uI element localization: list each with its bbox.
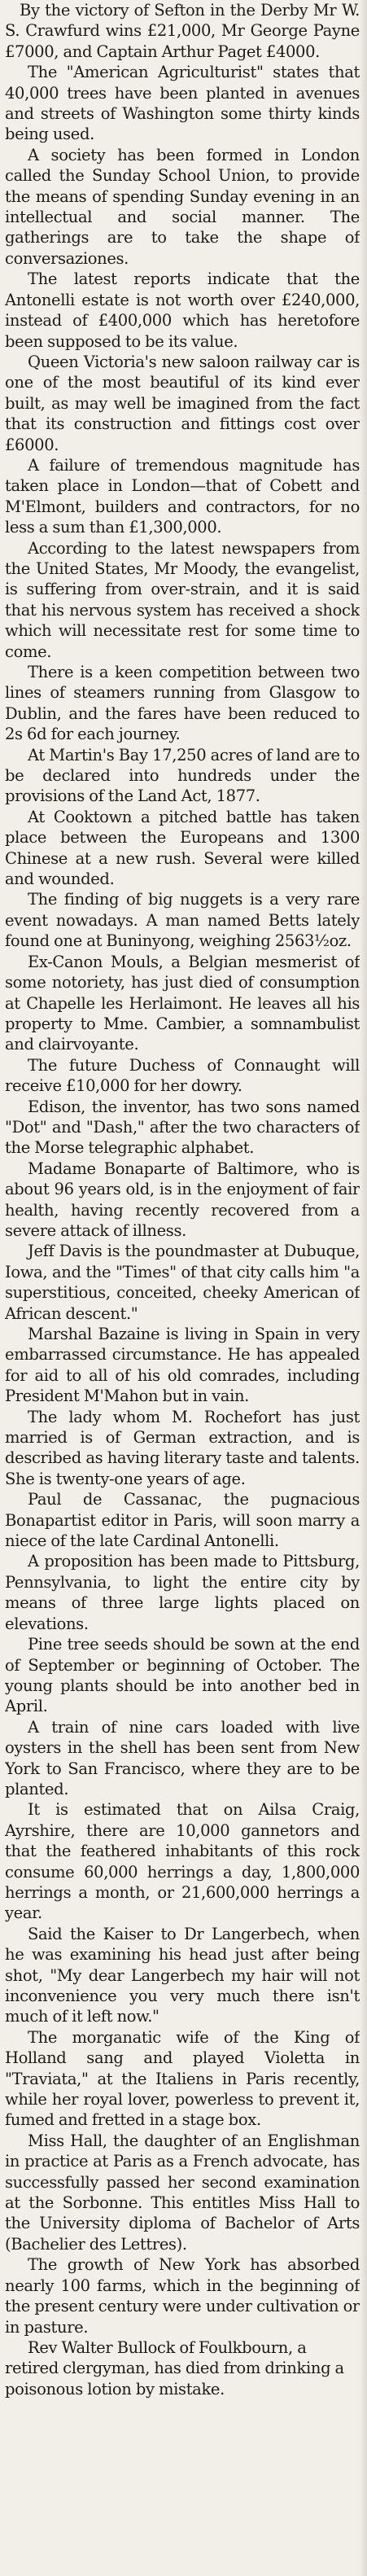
news-item: A failure of tremendous magnitude has taken place in London—that of Cobett and M'Elmont, builders and contractors, for no less a sum than £1,300,000. <box>5 455 360 537</box>
news-item: Jeff Davis is the poundmaster at Dubuque, Iowa, and the "Times" of that city calls him "a superstitious, conceited, cheeky American of African descent." <box>5 1242 360 1323</box>
news-item: At Martin's Bay 17,250 acres of land are to be declared into hundreds under the provisions of the Land Act, 1877. <box>5 745 360 806</box>
news-item: A train of nine cars loaded with live oysters in the shell has been sent from New York to San Francisco, where they are to be planted. <box>5 1717 360 1798</box>
news-item: The latest reports indicate that the Antonelli estate is not worth over £240,000, instead of £400,000 which has heretofore been supposed to be its value. <box>5 269 360 351</box>
news-item: According to the latest newspapers from the United States, Mr Moody, the evangelist, is suffering from over-strain, and it is said that his nervous system has received a shock which will necessitate rest for some time to come. <box>5 538 360 661</box>
news-item: By the victory of Sefton in the Derby Mr W. S. Crawfurd wins £21,000, Mr George Payne £7000, and Captain Arthur Paget £4000. <box>5 1 360 61</box>
news-item: At Cooktown a pitched battle has taken place between the Europeans and 1300 Chinese at a new rush. Several were killed and wounded. <box>5 807 360 889</box>
news-item: The growth of New York has absorbed nearly 100 farms, which in the beginning of the present century were under cultivation or in pasture. <box>5 2255 360 2337</box>
news-item: Marshal Bazaine is living in Spain in very embarrassed circumstance. He has appealed for aid to all of his old comrades, including President M'Mahon but in vain. <box>5 1325 360 1406</box>
news-item: The lady whom M. Rochefort has just married is of German extraction, and is described as having literary taste and talents. She is twenty-one years of age. <box>5 1407 360 1488</box>
news-item: Pine tree seeds should be sown at the end of September or beginning of October. The young plants should be into another bed in April. <box>5 1635 360 1716</box>
news-item: Rev Walter Bullock of Foulkbourn, a retired clergyman, has died from drinking a poisonous lotion by mistake. <box>5 2337 344 2399</box>
news-item: The morganatic wife of the King of Holland sang and played Violetta in "Traviata," at the Italiens in Paris recently, while her royal lover, powerless to prevent it, fumed and fretted in a stage box. <box>5 2027 360 2130</box>
news-item: Said the Kaiser to Dr Langerbech, when he was examining his head just after being shot, "My dear Langerbech my hair will not inconvenience you very much there isn't much of it left now." <box>5 1924 360 2026</box>
news-item: There is a keen competition between two lines of steamers running from Glasgow to Dublin, and the fares have been reduced to 2s 6d for each journey. <box>5 663 360 744</box>
news-item: Queen Victoria's new saloon railway car is one of the most beautiful of its kind ever built, as may well be imagined from the fact that its construction and fittings cost over £6000. <box>5 352 360 454</box>
news-item: Ex-Canon Mouls, a Belgian mesmerist of some notoriety, has just died of consumption at Chapelle les Herlaimont. He leaves all his property to Mme. Cambier, a somnambulist and clairvoyante. <box>5 952 360 1054</box>
news-item: Paul de Cassanac, the pugnacious Bonapartist editor in Paris, will soon marry a niece of the late Cardinal Antonelli. <box>5 1490 360 1551</box>
page-fold-shadow <box>360 0 367 2576</box>
news-item: It is estimated that on Ailsa Craig, Ayrshire, there are 10,000 gannetors and that the feathered inhabitants of this rock consume 60,000 herrings a day, 1,800,000 herrings a month, or 21,600,000 herrings a year. <box>5 1800 360 1923</box>
news-item: Miss Hall, the daughter of an Englishman in practice at Paris as a French advocate, has successfully passed her second examination at the Sorbonne. This entitles Miss Hall to the University diploma of Bachelor of Arts (Bachelier des Lettres). <box>5 2131 360 2254</box>
news-item: Madame Bonaparte of Baltimore, who is about 96 years old, is in the enjoyment of fair health, having recently recovered from a severe attack of illness. <box>5 1159 360 1240</box>
news-item: The finding of big nuggets is a very rare event nowadays. A man named Betts lately found one at Buninyong, weighing 2563½oz. <box>5 890 360 951</box>
news-item: The "American Agriculturist" states that 40,000 trees have been planted in avenues and streets of Washington some thirty kinds being used. <box>5 63 360 144</box>
news-item: The future Duchess of Connaught will receive £10,000 for her dowry. <box>5 1055 360 1096</box>
newspaper-column <box>5 0 360 2576</box>
news-item: A society has been formed in London called the Sunday School Union, to provide the means of spending Sunday evening in an intellectual and social manner. The gatherings are to take the shape of conversaziones. <box>5 145 360 268</box>
news-item: Edison, the inventor, has two sons named "Dot" and "Dash," after the two characters of the Morse telegraphic alphabet. <box>5 1097 360 1158</box>
news-item: A proposition has been made to Pittsburg, Pennsylvania, to light the entire city by means of three large lights placed on elevations. <box>5 1552 360 1633</box>
